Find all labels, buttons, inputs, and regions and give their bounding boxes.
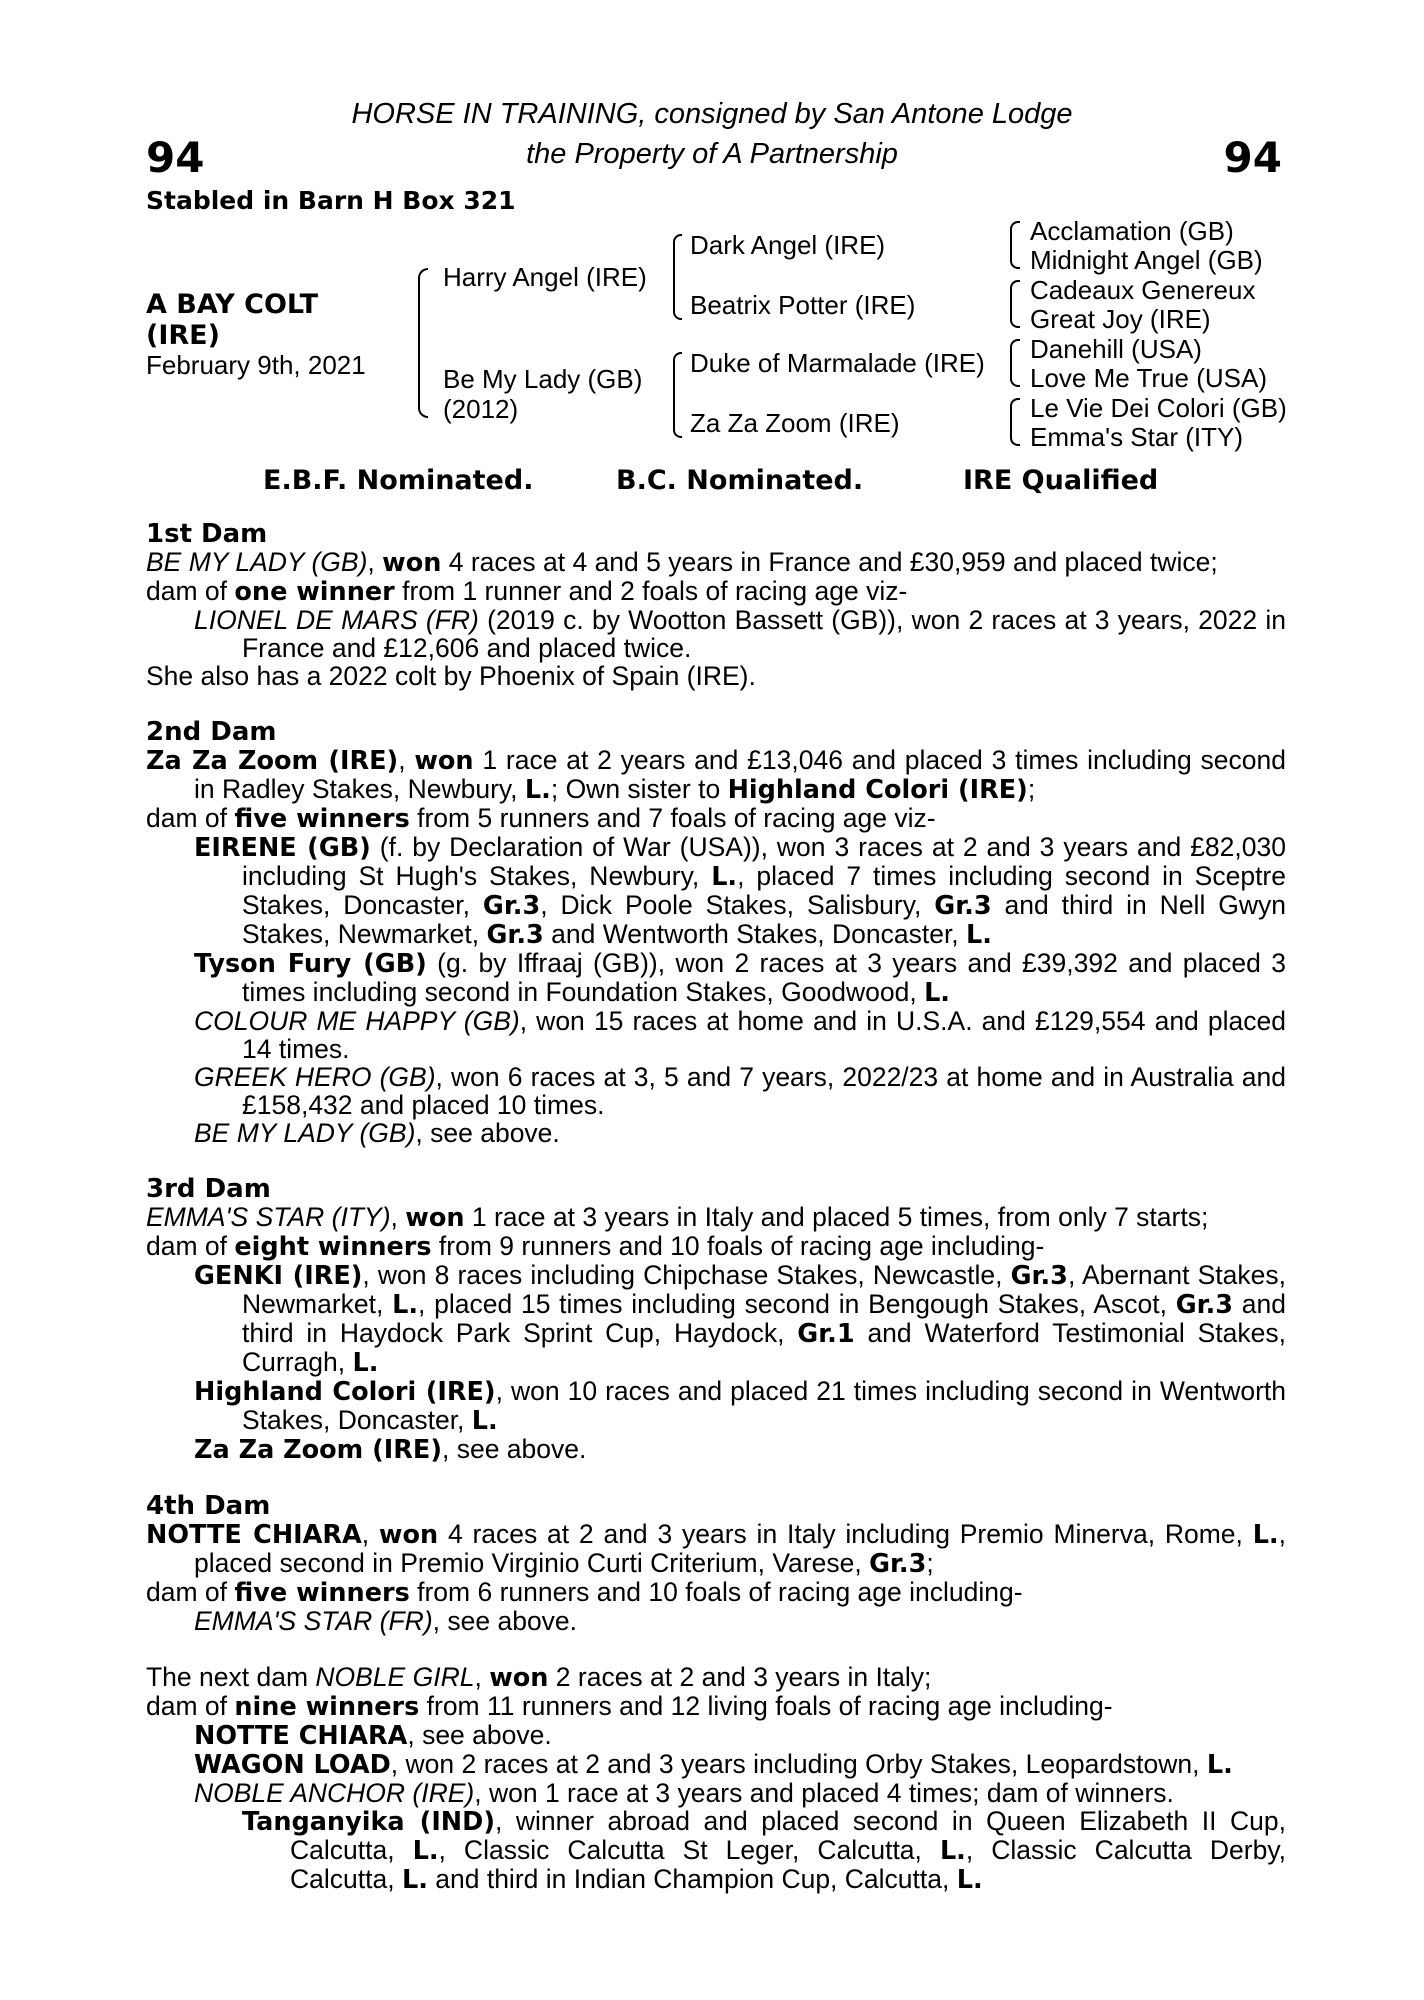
produce-entry: EIRENE (GB) (f. by Declaration of War (USA)), won 3 races at 2 and 3 years and £82,030 including St Hugh's Stakes, Newbury, L., placed 7 times including second in Sceptre Stakes, Doncaster, Gr.3, Dick Poole Stakes, Salisbury, Gr.3 and third in Nell Gwyn Stakes, Newmarket, Gr.3 and Wentworth Stakes, Doncaster, L. bbox=[194, 832, 1286, 950]
horse-country: (IRE) bbox=[146, 320, 220, 351]
foaling-date: February 9th, 2021 bbox=[146, 350, 366, 380]
second-dam-title: 2nd Dam bbox=[146, 717, 277, 747]
produce-entry: LIONEL DE MARS (FR) (2019 c. by Wootton Bassett (GB)), won 2 races at 3 years, 2022 in France and £12,606 and placed twice. bbox=[194, 605, 1286, 663]
pedigree-brace bbox=[1010, 398, 1020, 446]
bc-nomination: B.C. Nominated. bbox=[616, 465, 864, 496]
produce-entry: EMMA'S STAR (FR), see above. bbox=[194, 1606, 578, 1636]
pedigree-brace bbox=[1010, 339, 1020, 387]
second-dam-record: Za Za Zoom (IRE), won 1 race at 2 years and £13,046 and placed 3 times including second in Radley Stakes, Newbury, L.; Own sister to Highland Colori (IRE); bbox=[146, 745, 1286, 805]
pedigree-brace bbox=[418, 344, 428, 418]
produce-entry: BE MY LADY (GB), see above. bbox=[194, 1118, 560, 1148]
produce-entry: WAGON LOAD, won 2 races at 2 and 3 years including Orby Stakes, Leopardstown, L. bbox=[194, 1749, 1233, 1780]
produce-entry: Highland Colori (IRE), won 10 races and placed 21 times including second in Wentworth Stakes, Doncaster, L. bbox=[194, 1376, 1286, 1436]
consignment-title: HORSE IN TRAINING, consigned by San Antone Lodge bbox=[351, 98, 1073, 130]
first-dam-record: BE MY LADY (GB), won 4 races at 4 and 5 years in France and £30,959 and placed twice; bbox=[146, 547, 1218, 578]
pedigree-dam-sire: Duke of Marmalade (IRE) bbox=[690, 348, 985, 378]
pedigree-brace bbox=[673, 234, 682, 278]
pedigree-gg8: Emma's Star (ITY) bbox=[1030, 422, 1243, 452]
first-dam-section bbox=[146, 520, 1286, 690]
next-dam-section bbox=[146, 1663, 1286, 1894]
consignment-owner: the Property of A Partnership bbox=[526, 138, 898, 170]
pedigree-brace bbox=[673, 352, 682, 396]
pedigree-gg6: Love Me True (USA) bbox=[1030, 363, 1267, 393]
pedigree-dam-year: (2012) bbox=[443, 394, 519, 424]
ire-qualified: IRE Qualified bbox=[963, 465, 1159, 496]
first-dam-title: 1st Dam bbox=[146, 519, 268, 549]
pedigree-sire-sire: Dark Angel (IRE) bbox=[690, 230, 886, 260]
pedigree-gg5: Danehill (USA) bbox=[1030, 334, 1202, 364]
pedigree-gg2: Midnight Angel (GB) bbox=[1030, 245, 1263, 275]
produce-entry: NOBLE ANCHOR (IRE), won 1 race at 3 years and placed 4 times; dam of winners. bbox=[194, 1778, 1174, 1808]
pedigree-brace bbox=[673, 278, 682, 320]
pedigree-sire: Harry Angel (IRE) bbox=[443, 262, 647, 292]
next-dam-record: The next dam NOBLE GIRL, won 2 races at 2 and 3 years in Italy; bbox=[146, 1662, 932, 1693]
pedigree-brace bbox=[673, 396, 682, 438]
pedigree-brace bbox=[1010, 221, 1020, 269]
pedigree-gg3: Cadeaux Genereux bbox=[1030, 275, 1256, 305]
fourth-dam-title: 4th Dam bbox=[146, 1491, 271, 1521]
third-dam-title: 3rd Dam bbox=[146, 1174, 271, 1204]
first-dam-produce: dam of one winner from 1 runner and 2 foals of racing age viz- bbox=[146, 576, 908, 607]
stabled-location: Stabled in Barn H Box 321 bbox=[146, 186, 516, 215]
produce-entry: Za Za Zoom (IRE), see above. bbox=[194, 1434, 587, 1465]
pedigree-dam-dam: Za Za Zoom (IRE) bbox=[690, 408, 900, 438]
ebf-nomination: E.B.F. Nominated. bbox=[263, 465, 534, 496]
pedigree-dam: Be My Lady (GB) bbox=[443, 364, 643, 394]
produce-entry: Tanganyika (IND), winner abroad and placed second in Queen Elizabeth II Cup, Calcutta, L., Classic Calcutta St Leger, Calcutta, L., Classic Calcutta Derby, Calcutta, L. and third in Indian Champion Cup, Calcutta, L. bbox=[242, 1806, 1287, 1895]
first-dam-note: She also has a 2022 colt by Phoenix of Spain (IRE). bbox=[146, 661, 756, 691]
pedigree-gg1: Acclamation (GB) bbox=[1030, 216, 1234, 246]
produce-record bbox=[146, 520, 1286, 1894]
produce-entry: GENKI (IRE), won 8 races including Chipchase Stakes, Newcastle, Gr.3, Abernant Stakes, Newmarket, L., placed 15 times including second in Bengough Stakes, Ascot, Gr.3 and third in Haydock Park Sprint Cup, Haydock, Gr.1 and Waterford Testimonial Stakes, Curragh, L. bbox=[194, 1260, 1286, 1378]
pedigree-sire-dam: Beatrix Potter (IRE) bbox=[690, 290, 916, 320]
fourth-dam-record: NOTTE CHIARA, won 4 races at 2 and 3 years in Italy including Premio Minerva, Rome, L., placed second in Premio Virginio Curti Criterium, Varese, Gr.3; bbox=[146, 1519, 1286, 1579]
produce-entry: Tyson Fury (GB) (g. by Iffraaj (GB)), won 2 races at 3 years and £39,392 and placed 3 times including second in Foundation Stakes, Goodwood, L. bbox=[194, 948, 1286, 1008]
second-dam-produce: dam of five winners from 5 runners and 7 foals of racing age viz- bbox=[146, 803, 936, 834]
lot-number-left: 94 bbox=[146, 133, 205, 182]
third-dam-produce: dam of eight winners from 9 runners and 10 foals of racing age including- bbox=[146, 1231, 1045, 1262]
pedigree-brace bbox=[1010, 280, 1020, 328]
fourth-dam-produce: dam of five winners from 6 runners and 10 foals of racing age including- bbox=[146, 1577, 1023, 1608]
third-dam-section bbox=[146, 1175, 1286, 1464]
produce-entry: GREEK HERO (GB), won 6 races at 3, 5 and 7 years, 2022/23 at home and in Australia and £158,432 and placed 10 times. bbox=[194, 1062, 1286, 1120]
third-dam-record: EMMA'S STAR (ITY), won 1 race at 3 years in Italy and placed 5 times, from only 7 starts; bbox=[146, 1202, 1209, 1233]
produce-entry: NOTTE CHIARA, see above. bbox=[194, 1720, 552, 1751]
produce-entry: COLOUR ME HAPPY (GB), won 15 races at home and in U.S.A. and £129,554 and placed 14 times. bbox=[194, 1006, 1286, 1064]
pedigree-brace bbox=[418, 268, 428, 344]
lot-number-right: 94 bbox=[1223, 133, 1282, 182]
fourth-dam-section bbox=[146, 1492, 1286, 1635]
horse-name: A BAY COLT bbox=[146, 289, 319, 320]
second-dam-section bbox=[146, 718, 1286, 1147]
next-dam-produce: dam of nine winners from 11 runners and 12 living foals of racing age including- bbox=[146, 1691, 1113, 1722]
pedigree-gg4: Great Joy (IRE) bbox=[1030, 304, 1211, 334]
pedigree-gg7: Le Vie Dei Colori (GB) bbox=[1030, 393, 1287, 423]
